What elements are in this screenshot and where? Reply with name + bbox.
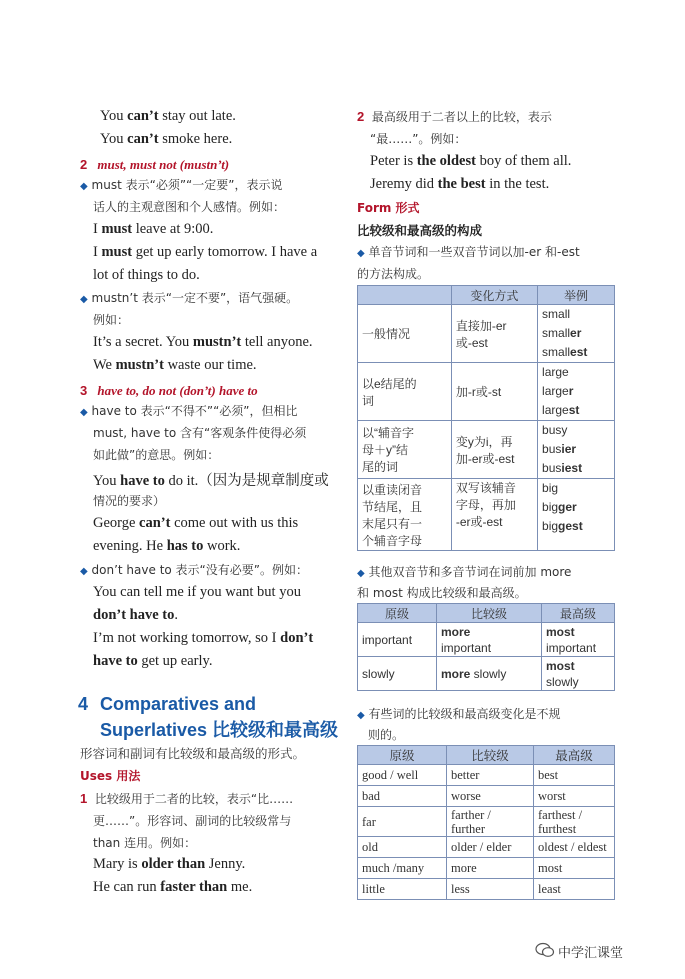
table-cell: important [358,623,437,657]
table-cell: far [358,807,447,837]
table-cell: most important [542,623,615,657]
chapter-heading: 4 [78,694,89,714]
table-row [358,479,615,551]
table-cell: much /many [358,858,447,879]
numbered-text: “最……”。例如： [370,132,467,146]
bullet-text: ◆ 有些词的比较级和最高级变化是不规 [357,707,561,721]
example-line: It’s a secret. You mustn’t tell anyone. [93,334,313,350]
table-header: 比较级 [437,604,542,623]
example-line: He can run faster than me. [93,879,253,895]
example-line: Peter is the oldest boy of them all. [370,153,572,169]
section-heading: 3 have to, do not (don’t) have to [80,383,258,398]
table-header-row [358,286,615,305]
bullet-icon: ◆ [80,181,88,192]
table-row [358,363,615,421]
example-line: I must leave at 9:00. [93,221,214,237]
example-line: You can tell me if you want but you [93,584,301,600]
example-line: don’t have to. [93,607,178,623]
table-cell: worse [447,786,534,807]
table-cell: 以e结尾的 词 [358,363,452,421]
table-cell: 一般情况 [358,305,452,363]
table-row [358,623,615,657]
example-line: You can’t stay out late. [100,108,236,124]
formation-table [357,285,615,551]
bullet-text: 话人的主观意图和个人感情。例如： [93,200,286,214]
table-row [358,305,615,363]
example-line: lot of things to do. [93,267,200,283]
brand-label: 中学汇课堂 [558,946,624,961]
bullet-text: ◆ 单音节词和一些双音节词以加-er 和-est [357,245,580,259]
example-line: We mustn’t waste our time. [93,357,257,373]
table-header: 最高级 [542,604,615,623]
table-row [358,858,615,879]
example-line: have to get up early. [93,653,213,669]
example-line: I’m not working tomorrow, so I don’t [93,630,314,646]
bullet-text: 则的。 [368,728,405,742]
numbered-text: than 连用。例如： [93,836,197,850]
table-cell: 加-r或-st [451,363,537,421]
paragraph: 形容词和副词有比较级和最高级的形式。 [80,746,306,761]
bullet-text: 如此做”的意思。例如： [93,448,220,462]
table-cell: best [534,765,615,786]
bullet-icon: ◆ [357,568,365,579]
table-row [358,879,615,900]
table-cell: worst [534,786,615,807]
table-cell: large larger largest [538,363,615,421]
table-header [358,286,452,305]
bullet-text: must, have to 含有“客观条件使得必须 [93,426,307,440]
table-cell: most [534,858,615,879]
table-header: 最高级 [534,746,615,765]
bullet-icon: ◆ [80,294,88,305]
table-cell: small smaller smallest [538,305,615,363]
table-cell: 变y为i，再 加-er或-est [451,421,537,479]
table-cell: older / elder [447,837,534,858]
example-line: Mary is older than Jenny. [93,856,246,872]
chapter-title-line: Superlatives 比较级和最高级 [100,720,339,740]
table-cell: 以“辅音字 母＋y”结 尾的词 [358,421,452,479]
example-line: I must get up early tomorrow. I have a [93,244,318,260]
bullet-text: ◆ have to 表示“不得不”“必须”，但相比 [80,404,298,418]
table-cell: big bigger biggest [538,479,615,551]
table-cell: slowly [358,657,437,691]
bullet-text: ◆ don’t have to 表示“没有必要”。例如： [80,563,308,577]
table-cell: little [358,879,447,900]
table-row [358,837,615,858]
chapter-title-line: Comparatives and [100,694,257,714]
more-most-table [357,603,615,691]
example-line: You have to do it.（因为是规章制度或 [93,473,329,489]
table-cell: better [447,765,534,786]
table-row [358,421,615,479]
example-line: You can’t smoke here. [100,131,233,147]
wechat-icon [535,942,555,962]
example-line: 情况的要求） [93,494,166,508]
table-header: 变化方式 [451,286,537,305]
subheading-uses: Uses 用法 [80,769,141,783]
table-header: 举例 [538,286,615,305]
numbered-text: 2 最高级用于二者以上的比较，表示 [357,109,552,124]
table-cell: more important [437,623,542,657]
table-header-row [358,746,615,765]
table-row [358,657,615,691]
table-header: 原级 [358,604,437,623]
table-row [358,765,615,786]
table-cell: less [447,879,534,900]
table-header: 原级 [358,746,447,765]
table-cell: least [534,879,615,900]
table-cell: 以重读闭音 节结尾，且 末尾只有一 个辅音字母 [358,479,452,551]
bullet-text: ◆ must 表示“必须”“一定要”，表示说 [80,178,283,192]
bullet-text: 的方法构成。 [357,267,430,281]
bullet-icon: ◆ [357,248,365,259]
table-header: 比较级 [447,746,534,765]
numbered-text: 更……”。形容词、副词的比较级常与 [93,814,292,828]
table-row [358,786,615,807]
table-cell: 双写该辅音 字母，再加 -er或-est [451,479,537,551]
example-line: Jeremy did the best in the test. [370,176,550,192]
table-row [358,807,615,837]
table-cell: more [447,858,534,879]
table-cell: bad [358,786,447,807]
table-cell: most slowly [542,657,615,691]
bullet-text: ◆ 其他双音节和多音节词在词前加 more [357,565,572,579]
table-cell: farthest / furthest [534,807,615,837]
table-cell: farther / further [447,807,534,837]
example-line: evening. He has to work. [93,538,241,554]
table-cell: busy busier busiest [538,421,615,479]
table-cell: oldest / eldest [534,837,615,858]
subheading-form: Form 形式 [357,201,420,215]
subheading-formation: 比较级和最高级的构成 [357,223,483,238]
table-cell: good / well [358,765,447,786]
bullet-text: ◆ mustn’t 表示“一定不要”，语气强硬。 [80,291,299,305]
bullet-icon: ◆ [80,566,88,577]
irregular-table [357,745,615,900]
example-line: George can’t come out with us this [93,515,299,531]
numbered-text: 1 比较级用于二者的比较，表示“比…… [80,791,294,806]
bullet-text: 和 most 构成比较级和最高级。 [357,586,527,600]
bullet-icon: ◆ [80,407,88,418]
bullet-icon: ◆ [357,710,365,721]
table-cell: 直接加-er 或-est [451,305,537,363]
table-header-row [358,604,615,623]
section-heading: 2 must, must not (mustn’t) [80,157,230,172]
table-cell: more slowly [437,657,542,691]
bullet-text: 例如： [93,313,130,327]
table-cell: old [358,837,447,858]
